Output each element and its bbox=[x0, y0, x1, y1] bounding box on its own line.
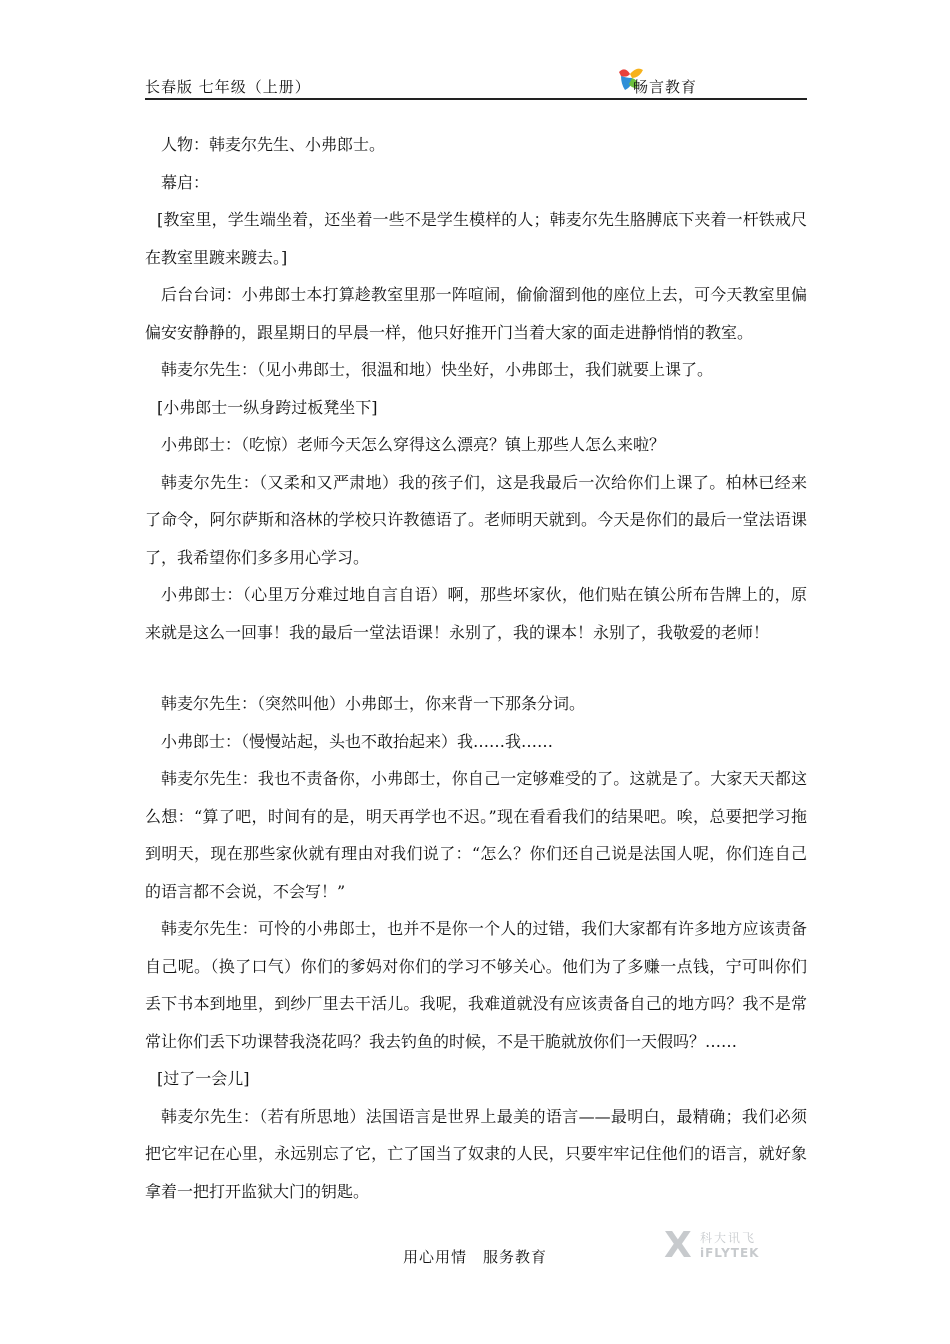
document-body bbox=[145, 126, 807, 1210]
blank-line bbox=[145, 651, 807, 685]
dialogue-line: 小弗郎士：（慢慢站起，头也不敢抬起来）我……我…… bbox=[161, 731, 554, 751]
stage-direction-sit: [小弗郎士一纵身跨过板凳坐下] bbox=[157, 397, 378, 417]
iflytek-x-logo-icon: X bbox=[664, 1225, 692, 1266]
dialogue-line: 小弗郎士：（吃惊）老师今天怎么穿得这么漂亮？镇上那些人怎么来啦？ bbox=[161, 435, 666, 454]
dialogue-line: 韩麦尔先生：（若有所思地）法国语言是世界上最美的语言——最明白，最精确；我们必须把它牢记在心里，永远别忘了它，亡了国当了奴隶的人民，只要牢牢记住他们的语言，就好象拿着一把打开监狱大门的钥匙。 bbox=[145, 1106, 807, 1201]
footer-slogan: 用心用情 服务教育 bbox=[402, 1248, 547, 1266]
dialogue-line: 韩麦尔先生：（见小弗郎士，很温和地）快坐好，小弗郎士，我们就要上课了。 bbox=[161, 360, 714, 379]
dialogue-line: 小弗郎士：（心里万分难过地自言自语）啊，那些坏家伙，他们贴在镇公所布告牌上的，原来就是这么一回事！我的最后一堂法语课！永别了，我的课本！永别了，我敬爱的老师！ bbox=[145, 585, 807, 642]
paragraph-offstage-line: 后台台词：小弗郎士本打算趁教室里那一阵喧闹，偷偷溜到他的座位上去，可今天教室里偏偏安安静静的，跟星期日的早晨一样，他只好推开门当着大家的面走进静悄悄的教室。 bbox=[145, 285, 807, 342]
brand-chinese-name: 科大讯飞 bbox=[700, 1231, 757, 1245]
iflytek-brand bbox=[664, 1226, 794, 1266]
dialogue-line: 韩麦尔先生：（又柔和又严肃地）我的孩子们，这是我最后一次给你们上课了。柏林已经来了命令，阿尔萨斯和洛林的学校只许教德语了。老师明天就到。今天是你们的最后一堂法语课了，我希望你们多多用心学习。 bbox=[145, 472, 807, 567]
dialogue-line: 韩麦尔先生：（突然叫他）小弗郎士，你来背一下那条分词。 bbox=[161, 694, 586, 713]
dialogue-line: 韩麦尔先生：我也不责备你，小弗郎士，你自己一定够难受的了。这就是了。大家天天都这么想：“算了吧，时间有的是，明天再学也不迟。”现在看看我们的结果吧。唉，总要把学习拖到明天，现在那些家伙就有理由对我们说了：“怎么？你们还自己说是法国人呢，你们连自己的语言都不会说，不会写！” bbox=[145, 769, 807, 901]
stage-direction-pause: [过了一会儿] bbox=[157, 1069, 250, 1088]
dialogue-line: 韩麦尔先生：可怜的小弗郎士，也并不是你一个人的过错，我们大家都有许多地方应该责备自己呢。（换了口气）你们的爹妈对你们的学习不够关心。他们为了多赚一点钱，宁可叫你们丢下书本到地里，到纱厂里去干活儿。我呢，我难道就没有应该责备自己的地方吗？我不是常常让你们丢下功课替我浇花吗？我去钓鱼的时候，不是干脆就放你们一天假吗？…… bbox=[145, 919, 807, 1051]
paragraph-characters: 人物：韩麦尔先生、小弗郎士。 bbox=[161, 135, 386, 154]
page-header bbox=[145, 74, 807, 100]
stage-direction-classroom: [教室里，学生端坐着，还坐着一些不是学生模样的人；韩麦尔先生胳膊底下夹着一杆铁戒尺在教室里踱来踱去。] bbox=[145, 210, 807, 267]
header-textbook-label: 长春版 七年级（上册） bbox=[145, 78, 311, 96]
paragraph-curtain: 幕启： bbox=[161, 172, 210, 192]
header-brand-name: 畅言教育 bbox=[632, 78, 697, 96]
brand-english-name: iFLYTEK bbox=[700, 1246, 760, 1260]
